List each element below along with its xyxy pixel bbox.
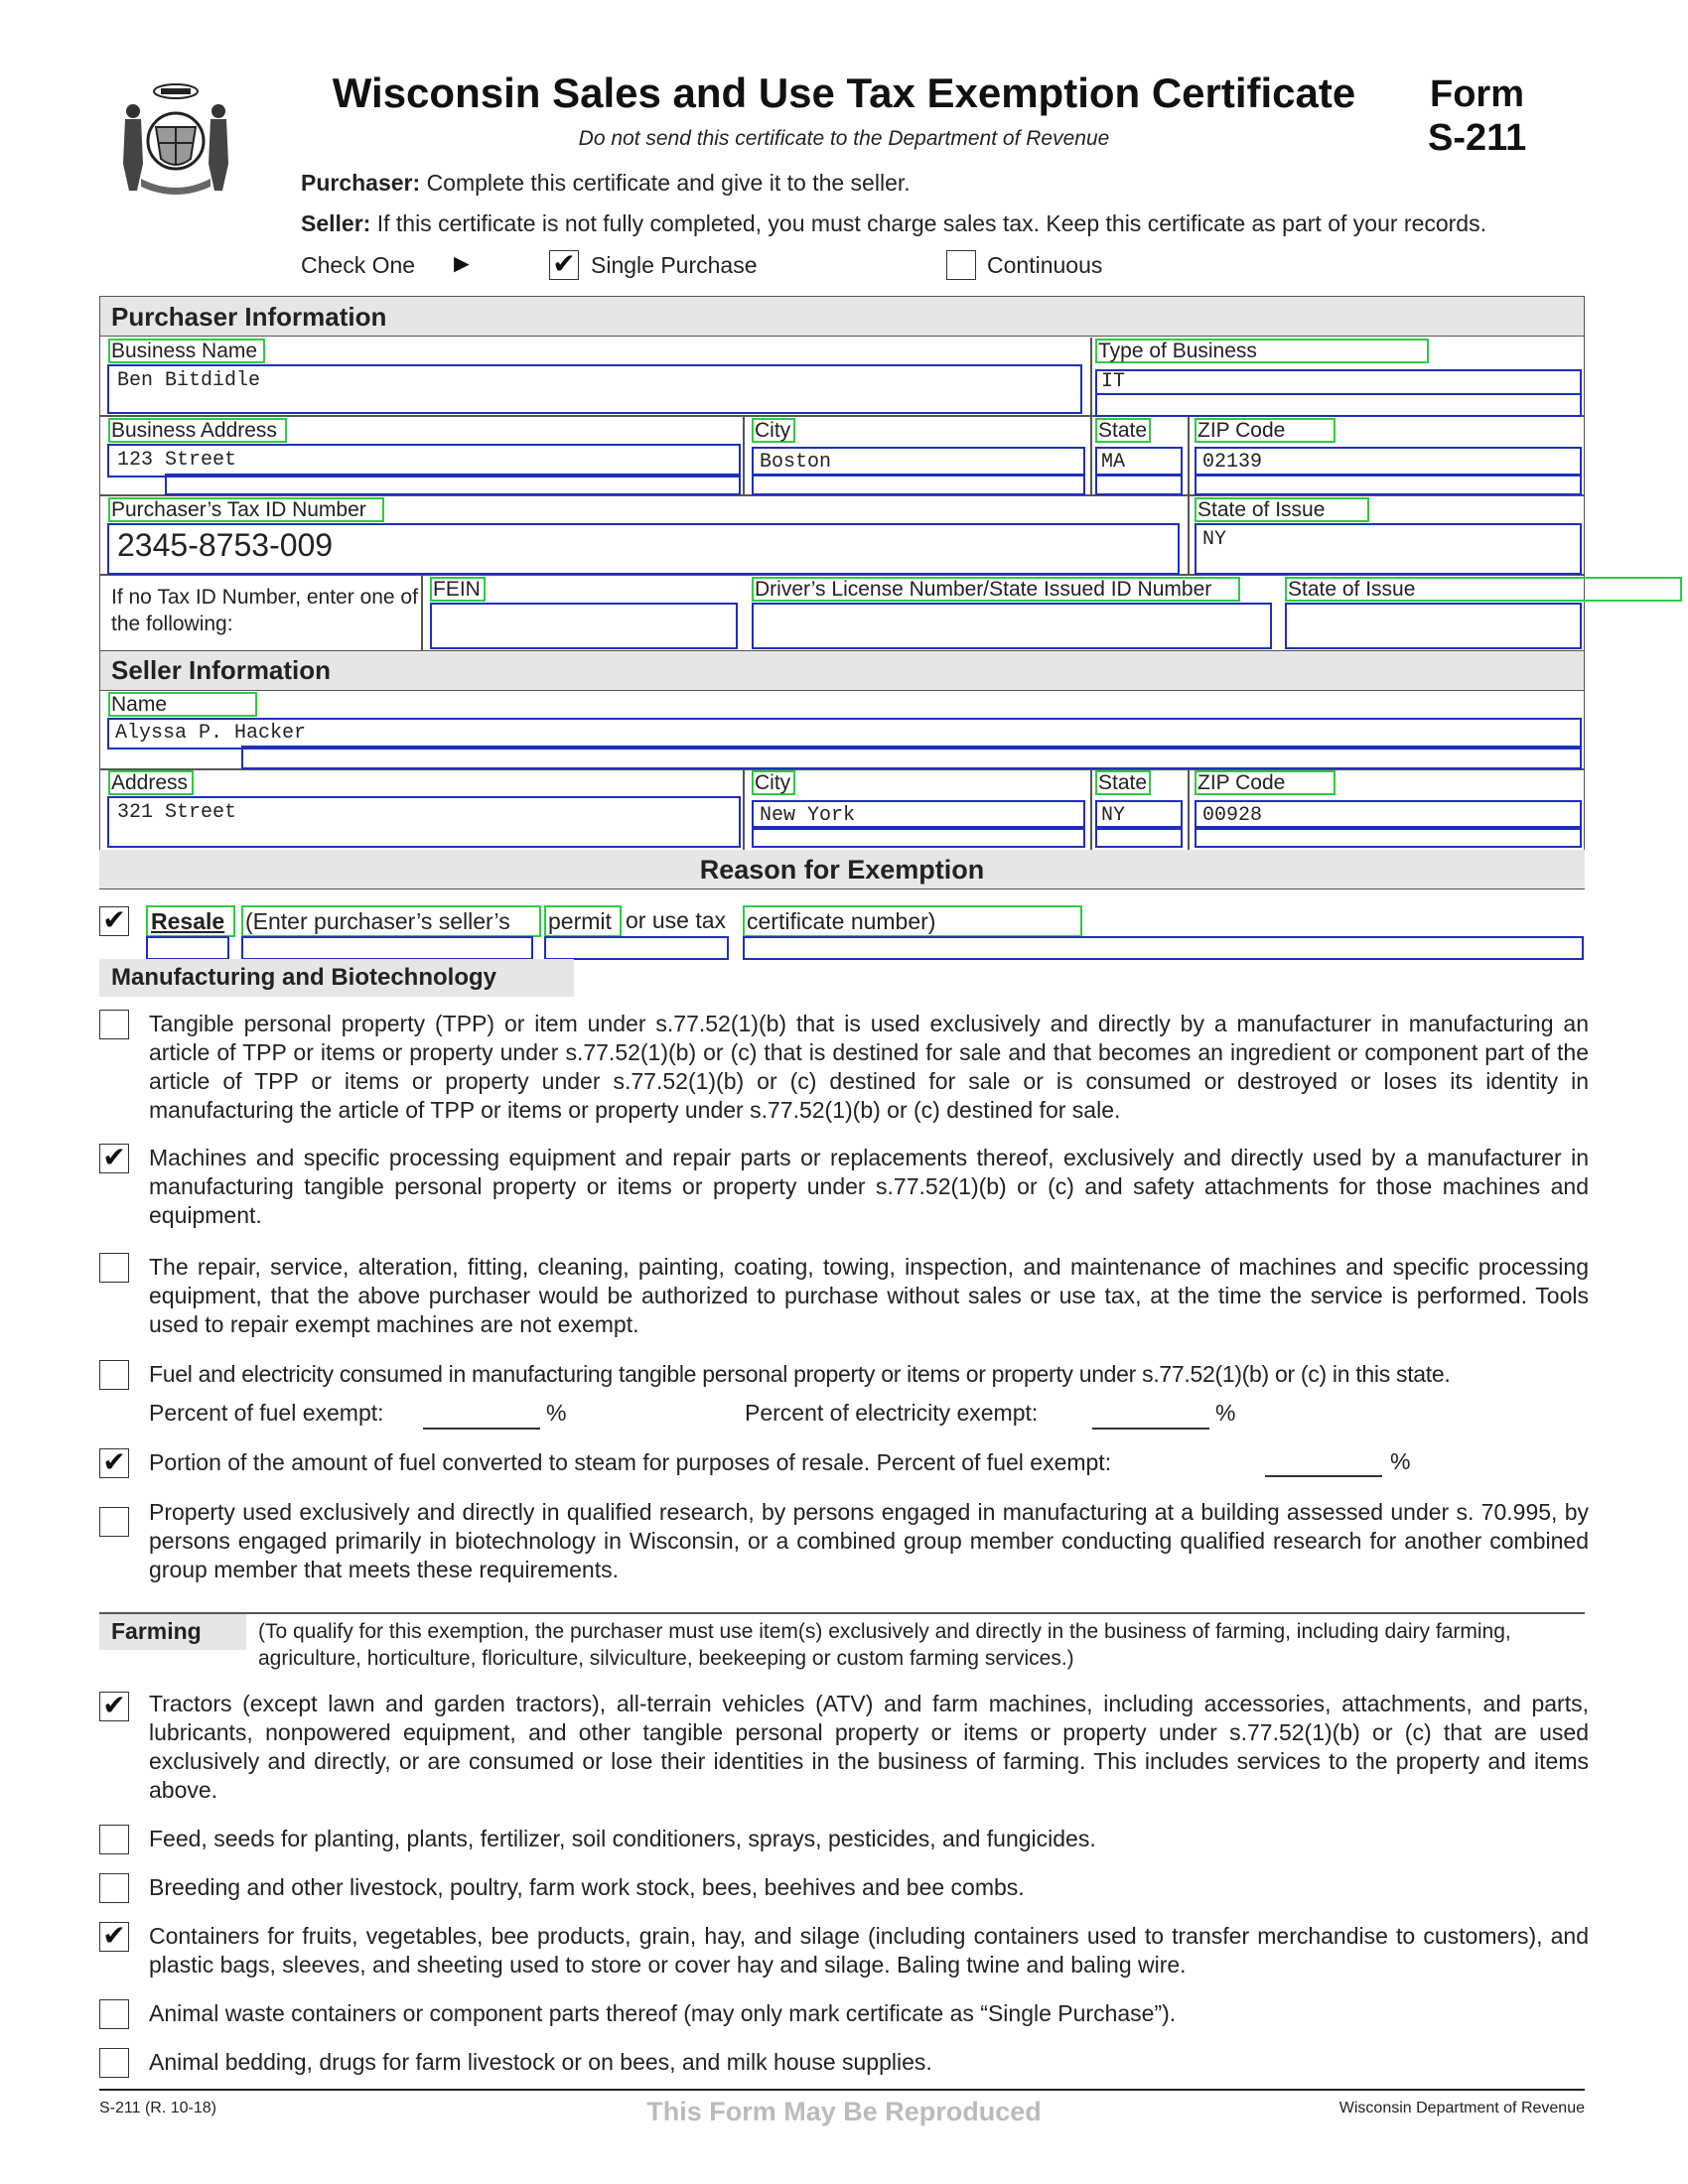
single-purchase-checkbox[interactable]: ✔	[549, 250, 579, 280]
purchaser-state-field[interactable]: MA	[1095, 447, 1183, 477]
seller-name-field[interactable]: Alyssa P. Hacker	[107, 718, 1582, 750]
mfg-steam-checkbox[interactable]: ✔	[99, 1448, 129, 1478]
seller-address-field[interactable]: 321 Street	[107, 796, 741, 848]
state-of-issue-field[interactable]: NY	[1195, 523, 1582, 575]
purchaser-state-label: State	[1095, 418, 1151, 443]
purchaser-city-label: City	[752, 418, 795, 443]
tax-id-label: Purchaser’s Tax ID Number	[108, 497, 384, 522]
seller-city-label: City	[752, 770, 795, 795]
dl-state-of-issue-label: State of Issue	[1285, 577, 1682, 602]
footer-reproduce-note: This Form May Be Reproduced	[646, 2097, 1042, 2126]
farm-waste-text: Animal waste containers or component parts thereof (may only mark certificate as “Single Purchase”).	[149, 2000, 1177, 2026]
farm-tractors-text: Tractors (except lawn and garden tractors), all-terrain vehicles (ATV) and farm machines, including accessories, attachments, and parts, lubricants, nonpowered equipment, and other tangible personal property or items or property under s.77.52(1)(b) or (c) that are used exclusively and directly, or are consumed or lose their identities in the business of farming. This includes services to the property and items above.	[149, 1691, 1589, 1803]
purchaser-zip-field[interactable]: 02139	[1195, 447, 1582, 477]
type-of-business-field[interactable]: IT	[1095, 369, 1582, 395]
check-one-label: Check One	[301, 252, 416, 278]
electricity-percent-sign: %	[1215, 1400, 1236, 1426]
farm-livestock-text: Breeding and other livestock, poultry, farm work stock, bees, beehives and bee combs.	[149, 1874, 1025, 1900]
farm-waste-checkbox[interactable]	[99, 1999, 129, 2029]
fuel-percent-field[interactable]	[423, 1428, 540, 1430]
tax-id-value: 2345-8753-009	[117, 527, 334, 563]
farm-containers-checkbox[interactable]: ✔	[99, 1922, 129, 1952]
type-of-business-label: Type of Business	[1095, 339, 1429, 363]
footer-department: Wisconsin Department of Revenue	[1338, 2100, 1585, 2116]
resale-field-b[interactable]	[241, 936, 533, 960]
dl-state-of-issue-field[interactable]	[1285, 603, 1582, 649]
single-purchase-label: Single Purchase	[591, 252, 758, 278]
farm-bedding-text: Animal bedding, drugs for farm livestock or on bees, and milk house supplies.	[149, 2049, 932, 2075]
mfg-research-checkbox[interactable]	[99, 1507, 129, 1537]
seller-name-field-line2[interactable]	[241, 746, 1582, 769]
fuel-percent-label: Percent of fuel exempt:	[149, 1400, 384, 1426]
seller-instruction	[301, 210, 1486, 237]
farming-note: (To qualify for this exemption, the purchaser must use item(s) exclusively and directly in the business of farming, including dairy farming, agriculture, horticulture, floriculture, silviculture, beekeeping or custom farming services.)	[258, 1620, 1511, 1670]
resale-label: Resale	[146, 905, 235, 937]
resale-checkbox[interactable]: ✔	[99, 906, 129, 936]
farming-title: Farming	[111, 1618, 202, 1644]
farm-tractors-checkbox[interactable]: ✔	[99, 1692, 129, 1721]
purchaser-zip-label: ZIP Code	[1195, 418, 1336, 443]
seller-name-label: Name	[108, 692, 257, 717]
resale-field-a[interactable]	[146, 936, 229, 960]
no-tax-id-note: If no Tax ID Number, enter one of the following:	[111, 586, 418, 635]
mfg-machines-checkbox[interactable]: ✔	[99, 1144, 129, 1173]
mfg-machines-text: Machines and specific processing equipment and repair parts or replacements thereof, exclusively and directly used by a manufacturer in manufacturing tangible personal property or items or property under s.77.52(1)(b) or (c) and safety attachments for those machines and equipment.	[149, 1145, 1589, 1228]
type-of-business-field-line2[interactable]	[1095, 393, 1582, 417]
col-divider	[743, 768, 745, 852]
steam-percent-sign: %	[1390, 1448, 1411, 1474]
drivers-license-field[interactable]	[752, 603, 1272, 649]
steam-fuel-percent-field[interactable]	[1265, 1475, 1382, 1477]
col-divider	[743, 415, 745, 494]
resale-instruction-4: certificate number)	[743, 905, 1082, 937]
tax-id-field[interactable]	[107, 523, 1180, 575]
purchaser-instruction-label: Purchaser:	[301, 170, 421, 196]
mfg-repair-text: The repair, service, alteration, fitting, cleaning, painting, coating, towing, inspection, and maintenance of machines and specific processing equipment, that the above purchaser would be authorized to purchase without sales or use tax, at the time the service is performed. Tools used to repair exempt machines are not exempt.	[149, 1254, 1589, 1337]
farm-feed-text: Feed, seeds for planting, plants, fertilizer, soil conditioners, sprays, pesticides, and fungicides.	[149, 1826, 1096, 1851]
mfg-tpp-text: Tangible personal property (TPP) or item under s.77.52(1)(b) that is used exclusively and directly by a manufacturer in manufacturing an article of TPP or items or property under s.77.52(1)(b) or (c) that is destined for sale and that becomes an ingredient or component part of the article of TPP or items or property under s.77.52(1)(b) or (c) destined for sale or is consumed or destroyed or loses its identity in manufacturing the article of TPP or items or property under s.77.52(1)(b) or (c) destined for sale.	[149, 1011, 1589, 1123]
business-name-label: Business Name	[108, 339, 265, 363]
farming-divider	[99, 1612, 1585, 1614]
wisconsin-seal	[111, 79, 240, 204]
footer-form-revision: S-211 (R. 10-18)	[99, 2100, 216, 2116]
purchaser-instruction	[301, 170, 911, 197]
seller-state-field-line2[interactable]	[1095, 826, 1183, 848]
form-title: Wisconsin Sales and Use Tax Exemption Certificate	[332, 69, 1356, 116]
purchaser-zip-field-line2[interactable]	[1195, 474, 1582, 495]
seller-instruction-text: If this certificate is not fully completed, you must charge sales tax. Keep this certificate as part of your records.	[376, 210, 1486, 236]
resale-instruction-1: (Enter purchaser’s seller’s	[241, 905, 541, 937]
continuous-label: Continuous	[987, 252, 1103, 278]
col-divider	[1090, 415, 1092, 494]
form-number: S-211	[1428, 117, 1527, 159]
state-of-issue-label: State of Issue	[1195, 497, 1369, 522]
mfg-research-text: Property used exclusively and directly in qualified research, by persons engaged in manufacturing at a building assessed under s. 70.995, by persons engaged primarily in biotechnology in Wisconsin, or a combined group member conducting qualified research for another combined group member that meets these requirements.	[149, 1499, 1589, 1582]
farm-containers-text: Containers for fruits, vegetables, bee products, grain, hay, and silage (including containers used to transfer merchandise to customers), and plastic bags, sleeves, and sheeting used to store or cover hay and silage. Baling twine and baling wire.	[149, 1923, 1589, 1978]
mfg-fuel-text: Fuel and electricity consumed in manufacturing tangible personal property or items or property under s.77.52(1)(b) or (c) in this state.	[149, 1361, 1451, 1387]
business-address-label: Business Address	[108, 418, 287, 443]
form-subtitle: Do not send this certificate to the Department of Revenue	[578, 127, 1110, 150]
seller-address-label: Address	[108, 770, 194, 795]
seller-zip-label: ZIP Code	[1195, 770, 1336, 795]
fein-field[interactable]	[430, 603, 738, 649]
col-divider	[1090, 768, 1092, 852]
purchaser-city-field[interactable]: Boston	[752, 447, 1085, 477]
mfg-repair-checkbox[interactable]	[99, 1253, 129, 1283]
resale-instruction-3: or use tax	[626, 907, 726, 933]
manufacturing-title: Manufacturing and Biotechnology	[111, 964, 496, 991]
reason-title: Reason for Exemption	[699, 855, 985, 885]
purchaser-instruction-text: Complete this certificate and give it to the seller.	[426, 170, 911, 196]
farm-livestock-checkbox[interactable]	[99, 1873, 129, 1903]
mfg-fuel-checkbox[interactable]	[99, 1360, 129, 1390]
col-divider	[1188, 415, 1190, 574]
purchaser-section-title: Purchaser Information	[111, 302, 387, 332]
continuous-checkbox[interactable]	[946, 250, 976, 280]
farm-feed-checkbox[interactable]	[99, 1825, 129, 1854]
business-name-field[interactable]: Ben Bitdidle	[107, 364, 1082, 414]
drivers-license-label: Driver’s License Number/State Issued ID Number	[752, 577, 1240, 602]
seller-state-label: State	[1095, 770, 1151, 795]
seller-state-field[interactable]: NY	[1095, 800, 1183, 830]
fuel-percent-sign: %	[546, 1400, 567, 1426]
electricity-percent-field[interactable]	[1092, 1428, 1209, 1430]
purchaser-city-field-line2[interactable]	[752, 474, 1085, 495]
col-divider	[421, 574, 423, 651]
arrow-right-icon: ►	[449, 248, 475, 278]
fein-label: FEIN	[430, 577, 486, 602]
col-divider	[1090, 338, 1092, 415]
seller-zip-field-line2[interactable]	[1195, 826, 1582, 848]
resale-permit-number-field[interactable]	[743, 936, 1584, 960]
form-label: Form	[1430, 73, 1524, 115]
mfg-steam-text: Portion of the amount of fuel converted to steam for purposes of resale. Percent of fuel exempt:	[149, 1449, 1112, 1475]
seller-city-field[interactable]: New York	[752, 800, 1085, 830]
footer-divider	[99, 2089, 1585, 2091]
business-address-field[interactable]: 123 Street	[107, 444, 741, 478]
seller-city-field-line2[interactable]	[752, 826, 1085, 848]
seller-zip-field[interactable]: 00928	[1195, 800, 1582, 830]
resale-instruction-2: permit	[544, 905, 622, 937]
seller-section-title: Seller Information	[111, 655, 332, 685]
mfg-tpp-checkbox[interactable]	[99, 1010, 129, 1039]
business-address-field-line2[interactable]	[165, 474, 741, 495]
resale-field-c[interactable]	[544, 936, 729, 960]
electricity-percent-label: Percent of electricity exempt:	[745, 1400, 1039, 1426]
seller-instruction-label: Seller:	[301, 210, 371, 236]
col-divider	[1188, 768, 1190, 852]
purchaser-state-field-line2[interactable]	[1095, 474, 1183, 495]
farm-bedding-checkbox[interactable]	[99, 2048, 129, 2078]
